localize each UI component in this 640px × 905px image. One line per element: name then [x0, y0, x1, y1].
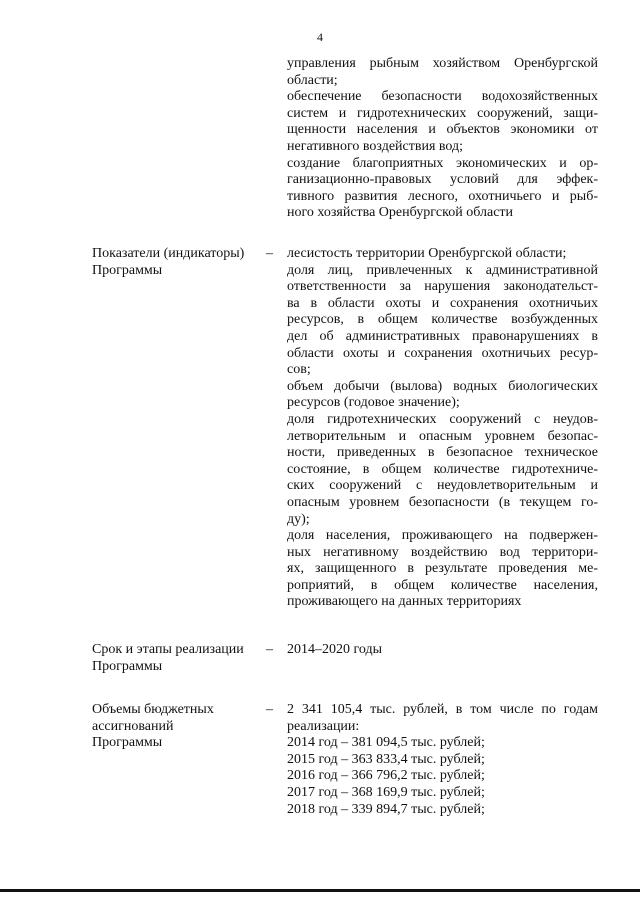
text-line: ях, защищенного в результате проведения ме- [287, 561, 598, 577]
row-label-line: Программы [92, 262, 163, 278]
row-label-line: Показатели (индикаторы) [92, 246, 245, 261]
text-line: летворительным и опасным уровнем безопас- [287, 428, 598, 444]
row-content [287, 56, 598, 222]
bottom-rule [0, 889, 640, 892]
row-content [287, 702, 598, 818]
text-line: ного хозяйства Оренбургской области [287, 205, 514, 221]
text-line: доля гидротехнических сооружений с неудов- [287, 411, 598, 427]
text-line: доля лиц, привлеченных к административной [287, 262, 598, 278]
text-line: 2014 год – 381 094,5 тыс. рублей; [287, 735, 485, 751]
text-line: систем и гидротехнических сооружений, защи- [287, 105, 598, 121]
text-line: области охоты и сохранения охотничьих ресур- [287, 345, 598, 361]
row-dash: – [266, 702, 273, 717]
text-line: ду); [287, 511, 310, 527]
row-label [92, 246, 262, 279]
text-line: реализации: [287, 718, 360, 734]
text-line: 2015 год – 363 833,4 тыс. рублей; [287, 751, 485, 767]
text-line: объем добычи (вылова) водных биологических [287, 378, 598, 394]
text-line: проживающего на данных территориях [287, 594, 522, 610]
row-dash: – [266, 642, 273, 657]
text-line: роприятий, в общем количестве населения, [287, 577, 598, 593]
text-line: ганизационно-правовых условий для эффек- [287, 172, 598, 188]
text-line: 2018 год – 339 894,7 тыс. рублей; [287, 801, 485, 817]
row-label-line: Программы [92, 658, 163, 674]
page-number: 4 [317, 30, 323, 44]
text-line: лесистость территории Оренбургской области; [287, 246, 567, 261]
text-line: доля населения, проживающего на подвержен- [287, 528, 598, 544]
text-line: управления рыбным хозяйством Оренбургской [287, 56, 598, 71]
text-line: 2 341 105,4 тыс. рублей, в том числе по годам [287, 702, 598, 717]
row-content [287, 246, 598, 611]
text-line: щенности населения и объектов экономики от [287, 122, 598, 138]
row-label [92, 702, 262, 752]
row-label [92, 642, 262, 675]
text-line: области; [287, 72, 338, 88]
row-label-line: Объемы бюджетных [92, 702, 214, 717]
text-line: обеспечение безопасности водохозяйственных [287, 89, 598, 105]
text-line: ресурсов, в общем количестве возбужденных [287, 312, 598, 328]
text-line: ва в области охоты и сохранения охотничьих [287, 295, 598, 311]
text-line: создание благоприятных экономических и ор- [287, 155, 598, 171]
text-line: ности, приведенных в безопасное техническое [287, 445, 598, 461]
text-line: ресурсов (годовое значение); [287, 395, 460, 411]
row-content [287, 642, 598, 659]
row-label-line: Программы [92, 735, 163, 750]
text-line: опасным уровнем безопасности (в текущем го- [287, 494, 598, 510]
text-line: состояние, в общем количестве гидротехниче- [287, 461, 598, 477]
row-dash: – [266, 246, 273, 261]
text-line: тивного развития лесного, охотничьего и рыб- [287, 188, 598, 204]
text-line: сов; [287, 362, 311, 378]
text-line: дел об административных правонарушениях в [287, 328, 598, 344]
text-line: ских сооружений с неудовлетворительным и [287, 478, 598, 494]
text-line: 2016 год – 366 796,2 тыс. рублей; [287, 768, 485, 784]
text-line: 2017 год – 368 169,9 тыс. рублей; [287, 784, 485, 800]
text-line: ных негативному воздействию вод территори- [287, 544, 598, 560]
text-line: ответственности за нарушения законодательст- [287, 279, 598, 295]
text-line: 2014–2020 годы [287, 642, 383, 657]
row-label-line: ассигнований [92, 718, 174, 734]
text-line: негативного воздействия вод; [287, 138, 464, 154]
row-label-line: Срок и этапы реализации [92, 642, 244, 657]
